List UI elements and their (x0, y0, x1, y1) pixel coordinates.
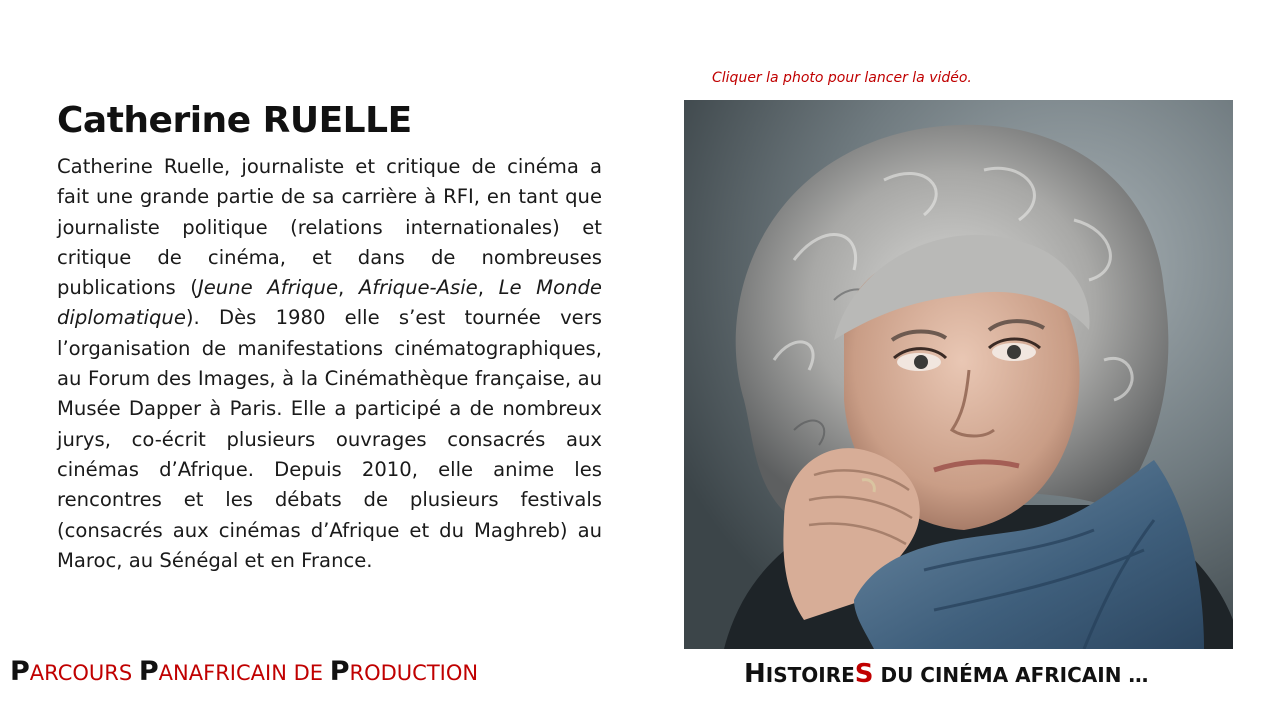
footer-initial: P (329, 656, 350, 687)
footer-word: DU CINÉMA AFRICAIN … (873, 663, 1149, 687)
footer-initial: P (138, 656, 159, 687)
publication-afrique-asie: Afrique-Asie (358, 276, 478, 300)
video-hint: Cliquer la photo pour lancer la vidéo. (712, 70, 972, 86)
biography-text (57, 152, 602, 576)
footer-program-title (10, 656, 478, 687)
footer-word: ANAFRICAIN DE (158, 661, 330, 685)
bio-separator: , (477, 276, 499, 300)
page-title: Catherine RUELLE (57, 100, 412, 141)
footer-initial: P (10, 656, 30, 687)
footer-series-title (744, 659, 1148, 689)
portrait-video-link[interactable] (684, 100, 1233, 649)
footer-word: ISTOIRE (765, 663, 855, 687)
portrait-photo (684, 100, 1233, 649)
bio-part-1: Catherine Ruelle, journaliste et critique de cinéma a fait une grande partie de sa carrière à RFI, en tant que journaliste politique (relations internationales) et critique de cinéma, et dans de nombreuses publications ( (57, 155, 602, 300)
footer-word: RODUCTION (349, 661, 479, 685)
publication-monde-diplomatique: Le Monde diplomatique (57, 276, 602, 330)
bio-part-2: ). Dès 1980 elle s’est tournée vers l’organisation de manifestations cinématographiques, au Forum des Images, à la Cinémathèque française, au Musée Dapper à Paris. Elle a participé a de nombreux jurys, co-écrit plusieurs ouvrages consacrés aux cinémas d’Afrique. Depuis 2010, elle anime les rencontres et les débats de plusieurs festivals (consacrés aux cinémas d’Afrique et du Maghreb) au Maroc, au Sénégal et en France. (57, 306, 602, 572)
publication-jeune-afrique: Jeune Afrique (197, 276, 338, 300)
footer-accent-letter: S (854, 659, 874, 689)
footer-initial: H (744, 659, 766, 689)
bio-separator: , (338, 276, 359, 300)
footer-word: ARCOURS (29, 661, 139, 685)
